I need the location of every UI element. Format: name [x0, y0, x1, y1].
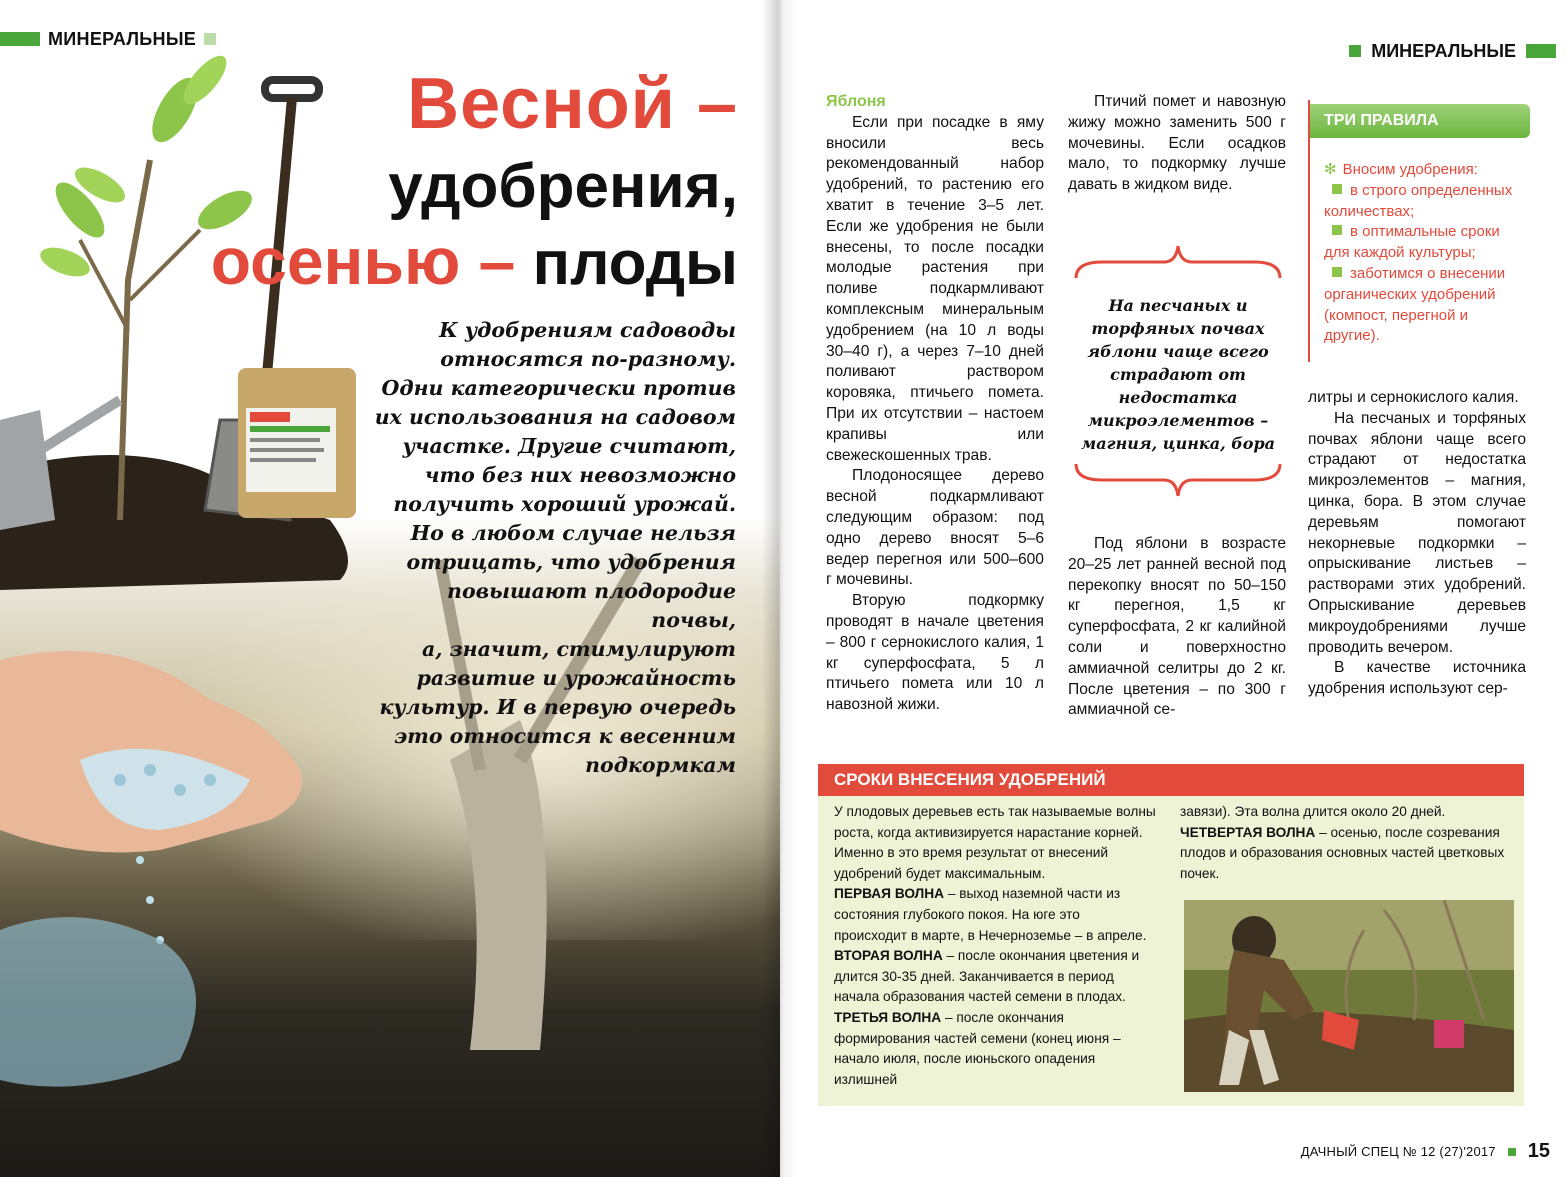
text-column-3: [1308, 388, 1526, 700]
wave-4: [1180, 823, 1510, 885]
asterisk-icon: ✻: [1324, 161, 1337, 178]
wave-4-label: ЧЕТВЕРТАЯ ВОЛНА: [1180, 824, 1316, 840]
terms-intro: У плодовых деревьев есть так называемые волны роста, когда активизируется нарастание корней. Именно в это время результат от внесений удобрений будет максимальным.: [834, 804, 1156, 881]
section-bar: [0, 32, 40, 46]
bullet-square-icon: [1332, 225, 1342, 235]
text-column-2-bottom: [1068, 534, 1286, 721]
section-square: [204, 33, 216, 45]
headline-line1: Весной –: [407, 64, 738, 144]
quote-text: На песчаных и торфяных почвах яблони чаще всего страдают от недостатка микроэлементов – магния, цинка, бора: [1080, 296, 1275, 453]
rules-intro: [1324, 160, 1524, 181]
rule-item-text: в оптимальные сроки для каждой культуры;: [1324, 223, 1500, 262]
fertilizer-timing-box: [818, 764, 1524, 1106]
lead-line: отрицать, что удобрения: [406, 550, 736, 574]
left-page: [0, 0, 780, 1177]
quote-brace-bottom: [1072, 460, 1284, 500]
wave-3-label: ТРЕТЬЯ ВОЛНА: [834, 1009, 942, 1025]
bullet-square-icon: [1332, 267, 1342, 277]
section-label-left: [0, 28, 216, 50]
wave-4-text: – осенью, после созревания плодов и образования основных частей цветковых почек.: [1180, 824, 1505, 881]
lead-line: развитие и урожайность: [416, 666, 736, 690]
section-title: МИНЕРАЛЬНЫЕ: [48, 28, 197, 49]
rules-title: ТРИ ПРАВИЛА: [1310, 104, 1530, 138]
paragraph: Под яблони в возрасте 20–25 лет ранней весной под перекопку вносят по 50–150 кг перегноя, 1,5 кг суперфосфата, 2 кг калийной соли и поверхностно аммиачной селитры до 2 кг. После цветения – по 300 г аммиачной се-: [1068, 535, 1286, 719]
text-column-1: [826, 92, 1044, 716]
footer-square: [1508, 1148, 1516, 1156]
lead-line: Одни категорически против: [381, 376, 736, 400]
lead-line: получить хороший урожай.: [393, 492, 736, 516]
lead-line: а, значит, стимулируют: [422, 637, 736, 661]
headline-line3-black: плоды: [515, 229, 738, 298]
rule-item: [1324, 222, 1524, 264]
three-rules-box: [1308, 100, 1530, 362]
rule-item-text: заботимся о внесении органических удобрений (компост, перегной и другие).: [1324, 264, 1506, 345]
wave-1-label: ПЕРВАЯ ВОЛНА: [834, 886, 945, 902]
paragraph: Плодоносящее дерево весной подкармливают следующим образом: под одно дерево вносят 5–6 ведер перегноя или 500–600 г мочевины.: [826, 467, 1044, 589]
gardener-photo: [1184, 900, 1514, 1092]
lead-line: относятся по-разному.: [440, 347, 736, 371]
terms-column-1: [834, 802, 1156, 1090]
lead-line: культур. И в первую очередь: [379, 695, 736, 719]
section-square: [1349, 45, 1361, 57]
wave-1: [834, 884, 1156, 946]
page-number: 15: [1527, 1140, 1550, 1162]
lead-line: что без них невозможно: [424, 463, 736, 487]
quote-brace-top: [1072, 242, 1284, 282]
headline-line2: удобрения,: [388, 152, 738, 221]
right-page: [790, 0, 1566, 1177]
page-footer: [1301, 1140, 1550, 1163]
lead-line: повышают плодородие почвы,: [447, 579, 736, 632]
section-label-right: [1349, 40, 1556, 62]
lead-line: К удобрениям садоводы: [439, 318, 736, 342]
rule-item: [1324, 264, 1524, 347]
wave-2-text: – после окончания цветения и длится 30-35 дней. Заканчивается в период начала образования частей семени в плодах.: [834, 948, 1140, 1005]
lead-line: Но в любом случае нельзя: [410, 521, 736, 545]
lead-line: их использования на садовом: [374, 405, 736, 429]
lead-line: подкормкам: [585, 753, 736, 777]
rules-body: [1324, 160, 1524, 347]
lead-line: участке. Другие считают,: [402, 434, 736, 458]
bullet-square-icon: [1332, 184, 1342, 194]
text-column-2-top: [1068, 92, 1286, 196]
subheading-apple: Яблоня: [826, 93, 886, 110]
paragraph: На песчаных и торфяных почвах яблони чаще всего страдают от недостатка микроэлементов – магния, цинка, бора. В этом случае деревьям помогают некорневые подкормки – опрыскивание листьев – растворами этих удобрений. Опрыскивание деревьев микроудобрениями лучше проводить вечером.: [1308, 409, 1526, 656]
wave-1-text: – выход наземной части из состояния глубокого покоя. На юге это происходит в марте, в Нечерноземье – в апреле.: [834, 886, 1147, 943]
paragraph: Вторую подкормку проводят в начале цветения – 800 г сернокислого калия, 1 кг суперфосфата, 5 л птичьего помета или 10 л навозной жижи.: [826, 592, 1044, 714]
paragraph: Если при посадке в яму вносили весь рекомендованный набор удобрений, то растению его хватит в течение 3–5 лет. Если же удобрения не были внесены, то после посадки молодые растения при поливе подкармливают комплексным минеральным удобрением (на 10 л воды 30–40 г), а через 7–10 дней поливают раствором коровяка, птичьего помета. При их отсутствии – настоем крапивы или свежескошенных трав.: [826, 113, 1044, 464]
rules-intro-text: Вносим удобрения:: [1342, 161, 1478, 178]
wave-3-continued: завязи). Эта волна длится около 20 дней.: [1180, 804, 1446, 819]
section-title: МИНЕРАЛЬНЫЕ: [1371, 40, 1516, 61]
headline-line3: [210, 224, 738, 298]
paragraph: литры и сернокислого калия.: [1308, 389, 1519, 406]
magazine-issue: ДАЧНЫЙ СПЕЦ № 12 (27)'2017: [1300, 1144, 1496, 1159]
pull-quote: [1072, 242, 1284, 500]
rule-item: [1324, 181, 1524, 223]
wave-3: [834, 1008, 1156, 1090]
terms-title: СРОКИ ВНЕСЕНИЯ УДОБРЕНИЙ: [818, 764, 1524, 796]
lead-paragraph: [356, 316, 736, 780]
lead-line: это относится к весенним: [393, 724, 736, 748]
wave-3-text: – после окончания формирования частей семени (конец июня – начало июля, после июньского опадения излишней: [834, 1009, 1121, 1087]
headline-line3-red: осенью –: [210, 224, 516, 298]
section-bar: [1526, 44, 1556, 58]
terms-column-2: [1180, 802, 1510, 884]
wave-2: [834, 946, 1156, 1008]
rule-item-text: в строго определенных количествах;: [1324, 181, 1513, 220]
paragraph: В качестве источника удобрения используют сер-: [1308, 659, 1526, 698]
headline: [210, 64, 738, 298]
paragraph: Птичий помет и навозную жижу можно заменить 500 г мочевины. Если осадков мало, то подкормку лучше давать в жидком виде.: [1068, 93, 1286, 194]
wave-2-label: ВТОРАЯ ВОЛНА: [834, 948, 943, 964]
